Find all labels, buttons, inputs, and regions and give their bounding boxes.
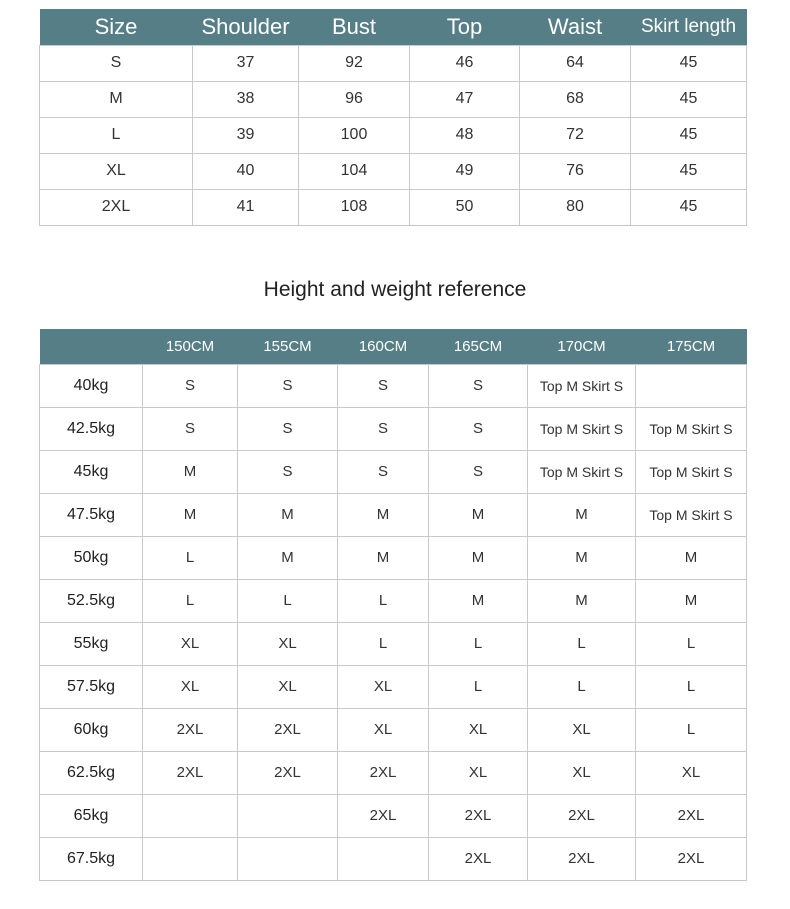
size-recommendation-cell: 2XL xyxy=(238,751,338,794)
size-recommendation-cell: 2XL xyxy=(528,794,636,837)
size-recommendation-cell: M xyxy=(636,536,747,579)
size-recommendation-cell: Top M Skirt S xyxy=(636,450,747,493)
weight-label: 40kg xyxy=(40,364,143,407)
header-waist: Waist xyxy=(547,13,603,39)
table-row xyxy=(40,117,747,153)
size-recommendation-cell: XL xyxy=(636,751,747,794)
size-chart-cell: 48 xyxy=(410,117,520,153)
table-row xyxy=(40,45,747,81)
size-recommendation-cell: M xyxy=(528,579,636,622)
weight-label: 60kg xyxy=(40,708,143,751)
size-chart-cell: 68 xyxy=(520,81,631,117)
header-skirt-length: Skirt length xyxy=(640,15,737,37)
size-chart-cell: L xyxy=(40,117,193,153)
table-row xyxy=(40,189,747,225)
reference-header-height: 160CM xyxy=(358,337,408,355)
size-recommendation-cell: M xyxy=(429,536,528,579)
size-recommendation-cell: 2XL xyxy=(636,837,747,880)
size-chart-cell: 49 xyxy=(410,153,520,189)
size-recommendation-cell: L xyxy=(338,622,429,665)
size-chart-cell: M xyxy=(40,81,193,117)
size-recommendation-cell: M xyxy=(636,579,747,622)
size-recommendation-cell: S xyxy=(429,450,528,493)
header-top: Top xyxy=(446,13,483,39)
size-recommendation-cell: M xyxy=(528,493,636,536)
size-recommendation-cell: XL xyxy=(528,751,636,794)
size-recommendation-cell: S xyxy=(429,407,528,450)
reference-header-corner xyxy=(40,329,143,364)
size-recommendation-cell: L xyxy=(429,665,528,708)
size-recommendation-cell: L xyxy=(636,665,747,708)
header-shoulder: Shoulder xyxy=(201,13,290,39)
size-chart-cell: 45 xyxy=(631,189,747,225)
table-row xyxy=(40,751,747,794)
table-row xyxy=(40,794,747,837)
size-recommendation-cell: M xyxy=(429,579,528,622)
size-recommendation-cell: L xyxy=(143,579,238,622)
reference-header-row xyxy=(40,329,747,364)
size-recommendation-cell: 2XL xyxy=(636,794,747,837)
weight-label: 50kg xyxy=(40,536,143,579)
size-recommendation-cell xyxy=(238,837,338,880)
size-recommendation-cell xyxy=(143,794,238,837)
size-chart-cell: 92 xyxy=(299,45,410,81)
size-chart-cell: 108 xyxy=(299,189,410,225)
size-recommendation-cell xyxy=(143,837,238,880)
size-chart-cell: 40 xyxy=(193,153,299,189)
table-row xyxy=(40,536,747,579)
size-recommendation-cell: Top M Skirt S xyxy=(636,407,747,450)
size-chart-cell: 76 xyxy=(520,153,631,189)
size-chart-cell: 80 xyxy=(520,189,631,225)
size-recommendation-cell: XL xyxy=(143,665,238,708)
size-recommendation-cell: M xyxy=(143,450,238,493)
reference-header-height: 150CM xyxy=(165,337,215,355)
size-recommendation-cell: L xyxy=(528,622,636,665)
size-chart-cell: 47 xyxy=(410,81,520,117)
table-row xyxy=(40,665,747,708)
size-recommendation-cell: XL xyxy=(238,665,338,708)
size-chart-cell: 64 xyxy=(520,45,631,81)
size-chart-cell: 46 xyxy=(410,45,520,81)
size-recommendation-cell: S xyxy=(238,407,338,450)
table-row xyxy=(40,153,747,189)
size-chart-cell: 45 xyxy=(631,153,747,189)
size-recommendation-cell xyxy=(338,837,429,880)
reference-header-height: 155CM xyxy=(263,337,312,355)
size-recommendation-cell: S xyxy=(238,450,338,493)
size-recommendation-cell: XL xyxy=(429,708,528,751)
size-recommendation-cell: M xyxy=(238,493,338,536)
size-recommendation-cell: S xyxy=(429,364,528,407)
size-recommendation-cell: S xyxy=(338,364,429,407)
size-recommendation-cell: M xyxy=(338,536,429,579)
size-recommendation-cell: 2XL xyxy=(143,708,238,751)
table-row xyxy=(40,493,747,536)
size-recommendation-cell: L xyxy=(143,536,238,579)
size-chart-table xyxy=(39,9,747,226)
size-recommendation-cell: XL xyxy=(338,665,429,708)
size-recommendation-cell: 2XL xyxy=(238,708,338,751)
reference-title: Height and weight reference xyxy=(263,278,527,301)
weight-label: 57.5kg xyxy=(40,665,143,708)
size-chart-cell: XL xyxy=(40,153,193,189)
size-recommendation-cell: M xyxy=(143,493,238,536)
header-bust: Bust xyxy=(331,13,377,39)
table-row xyxy=(40,708,747,751)
size-recommendation-cell: S xyxy=(143,364,238,407)
size-recommendation-cell: L xyxy=(238,579,338,622)
size-chart-cell: 100 xyxy=(299,117,410,153)
size-recommendation-cell: M xyxy=(238,536,338,579)
size-recommendation-cell: XL xyxy=(429,751,528,794)
size-recommendation-cell: XL xyxy=(338,708,429,751)
size-recommendation-cell: 2XL xyxy=(143,751,238,794)
size-recommendation-cell: XL xyxy=(528,708,636,751)
weight-label: 55kg xyxy=(40,622,143,665)
size-recommendation-cell: 2XL xyxy=(338,751,429,794)
table-row xyxy=(40,81,747,117)
size-recommendation-cell: L xyxy=(636,622,747,665)
size-recommendation-cell: Top M Skirt S xyxy=(528,364,636,407)
size-recommendation-cell: XL xyxy=(143,622,238,665)
weight-label: 47.5kg xyxy=(40,493,143,536)
header-size: Size xyxy=(94,13,138,39)
size-recommendation-cell: L xyxy=(528,665,636,708)
size-chart-header-row xyxy=(40,9,747,45)
size-recommendation-cell: L xyxy=(636,708,747,751)
size-recommendation-cell xyxy=(238,794,338,837)
size-recommendation-cell: L xyxy=(429,622,528,665)
table-row xyxy=(40,622,747,665)
reference-header-height: 165CM xyxy=(453,337,503,355)
table-row xyxy=(40,579,747,622)
weight-label: 42.5kg xyxy=(40,407,143,450)
size-chart-cell: 45 xyxy=(631,117,747,153)
weight-label: 52.5kg xyxy=(40,579,143,622)
table-row xyxy=(40,364,747,407)
size-chart-cell: 39 xyxy=(193,117,299,153)
size-chart-cell: 104 xyxy=(299,153,410,189)
size-recommendation-cell: M xyxy=(429,493,528,536)
size-recommendation-cell: M xyxy=(338,493,429,536)
size-chart-cell: 2XL xyxy=(40,189,193,225)
size-recommendation-cell: Top M Skirt S xyxy=(636,493,747,536)
table-row xyxy=(40,407,747,450)
height-weight-reference-table xyxy=(39,329,747,881)
size-recommendation-cell: S xyxy=(338,450,429,493)
size-chart-cell: 45 xyxy=(631,45,747,81)
size-recommendation-cell: Top M Skirt S xyxy=(528,450,636,493)
size-recommendation-cell: XL xyxy=(238,622,338,665)
size-recommendation-cell: Top M Skirt S xyxy=(528,407,636,450)
size-recommendation-cell: 2XL xyxy=(429,837,528,880)
weight-label: 67.5kg xyxy=(40,837,143,880)
size-recommendation-cell: 2XL xyxy=(528,837,636,880)
size-chart-cell: 38 xyxy=(193,81,299,117)
size-chart-cell: 72 xyxy=(520,117,631,153)
size-chart-cell: 50 xyxy=(410,189,520,225)
weight-label: 62.5kg xyxy=(40,751,143,794)
size-chart-cell: S xyxy=(40,45,193,81)
size-recommendation-cell: L xyxy=(338,579,429,622)
size-recommendation-cell: 2XL xyxy=(429,794,528,837)
size-recommendation-cell: S xyxy=(238,364,338,407)
size-recommendation-cell: S xyxy=(143,407,238,450)
size-recommendation-cell: 2XL xyxy=(338,794,429,837)
size-chart-cell: 41 xyxy=(193,189,299,225)
weight-label: 65kg xyxy=(40,794,143,837)
size-chart-cell: 96 xyxy=(299,81,410,117)
weight-label: 45kg xyxy=(40,450,143,493)
table-row xyxy=(40,837,747,880)
size-recommendation-cell xyxy=(636,364,747,407)
table-row xyxy=(40,450,747,493)
reference-header-height: 175CM xyxy=(666,337,716,355)
size-chart-cell: 37 xyxy=(193,45,299,81)
reference-header-height: 170CM xyxy=(557,337,606,355)
size-chart-cell: 45 xyxy=(631,81,747,117)
size-recommendation-cell: M xyxy=(528,536,636,579)
size-recommendation-cell: S xyxy=(338,407,429,450)
